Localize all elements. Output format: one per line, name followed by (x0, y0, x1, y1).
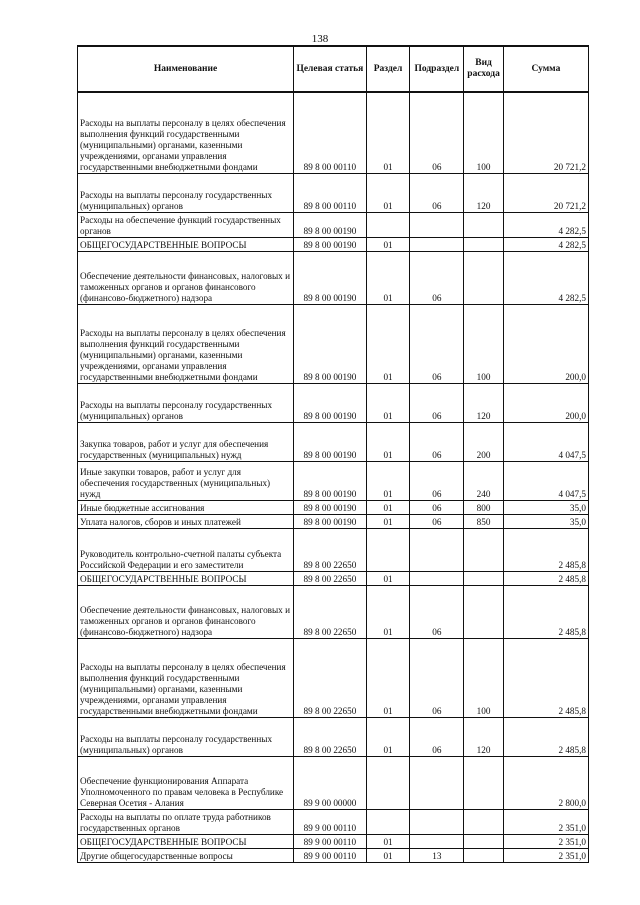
row-subsection (410, 835, 464, 849)
table-row (78, 810, 589, 835)
table-body (78, 92, 589, 863)
header-row (78, 46, 589, 92)
row-subsection (410, 572, 464, 586)
row-subsection: 06 (410, 252, 464, 305)
row-subsection: 06 (410, 174, 464, 213)
row-sum: 2 485,8 (503, 718, 588, 757)
row-target: 89 8 00 22650 (294, 586, 367, 639)
row-section: 01 (366, 238, 410, 252)
row-sum: 2 485,8 (503, 586, 588, 639)
row-target: 89 8 00 00190 (294, 213, 367, 238)
table-row (78, 757, 589, 810)
table-row (78, 213, 589, 238)
row-name: Другие общегосударственные вопросы (78, 849, 294, 863)
header-subsection: Подраздел (410, 46, 464, 92)
table-row (78, 515, 589, 529)
table-row (78, 501, 589, 515)
row-name: Расходы на выплаты по оплате труда работников государственных органов (78, 810, 294, 835)
row-section: 01 (366, 849, 410, 863)
row-kind (464, 529, 503, 572)
row-name: Иные закупки товаров, работ и услуг для обеспечения государственных (муниципальных) нужд (78, 462, 294, 501)
row-target: 89 8 00 22650 (294, 639, 367, 718)
table-row (78, 586, 589, 639)
row-subsection (410, 757, 464, 810)
row-kind (464, 810, 503, 835)
row-section: 01 (366, 718, 410, 757)
row-target: 89 8 00 00190 (294, 423, 367, 462)
row-subsection (410, 238, 464, 252)
row-sum: 4 282,5 (503, 252, 588, 305)
table-row (78, 384, 589, 423)
row-sum: 20 721,2 (503, 92, 588, 174)
row-name: Закупка товаров, работ и услуг для обеспечения государственных (муниципальных) нужд (78, 423, 294, 462)
row-kind: 850 (464, 515, 503, 529)
row-sum: 200,0 (503, 384, 588, 423)
row-name: Руководитель контрольно-счетной палаты субъекта Российской Федерации и его заместители (78, 529, 294, 572)
row-subsection: 06 (410, 384, 464, 423)
row-target: 89 8 00 00190 (294, 238, 367, 252)
row-subsection: 06 (410, 639, 464, 718)
row-sum: 2 485,8 (503, 572, 588, 586)
row-target: 89 8 00 22650 (294, 572, 367, 586)
row-subsection: 06 (410, 718, 464, 757)
row-section: 01 (366, 423, 410, 462)
row-kind: 120 (464, 384, 503, 423)
row-subsection (410, 529, 464, 572)
row-kind (464, 757, 503, 810)
row-name: Обеспечение деятельности финансовых, налоговых и таможенных органов и органов финансового (финансово-бюджетного) надзора (78, 586, 294, 639)
row-kind (464, 572, 503, 586)
row-kind: 200 (464, 423, 503, 462)
row-sum: 4 047,5 (503, 423, 588, 462)
row-subsection: 06 (410, 92, 464, 174)
row-target: 89 8 00 22650 (294, 529, 367, 572)
row-target: 89 8 00 00190 (294, 384, 367, 423)
table-row (78, 423, 589, 462)
row-subsection: 06 (410, 501, 464, 515)
row-sum: 2 800,0 (503, 757, 588, 810)
row-target: 89 8 00 00190 (294, 252, 367, 305)
row-name: ОБЩЕГОСУДАРСТВЕННЫЕ ВОПРОСЫ (78, 835, 294, 849)
header-target: Целевая статья (294, 46, 367, 92)
table-row (78, 639, 589, 718)
table-row (78, 238, 589, 252)
row-target: 89 9 00 00110 (294, 810, 367, 835)
row-sum: 2 485,8 (503, 639, 588, 718)
row-target: 89 8 00 00190 (294, 501, 367, 515)
row-subsection: 06 (410, 305, 464, 384)
row-kind: 100 (464, 92, 503, 174)
table-row (78, 462, 589, 501)
row-kind: 120 (464, 174, 503, 213)
header-name: Наименование (78, 46, 294, 92)
row-name: Уплата налогов, сборов и иных платежей (78, 515, 294, 529)
header-kind: Вид расхода (464, 46, 503, 92)
row-kind (464, 252, 503, 305)
row-section: 01 (366, 252, 410, 305)
row-kind (464, 586, 503, 639)
row-section: 01 (366, 501, 410, 515)
row-kind: 100 (464, 639, 503, 718)
row-name: Иные бюджетные ассигнования (78, 501, 294, 515)
row-section (366, 810, 410, 835)
table-row (78, 835, 589, 849)
row-sum: 2 485,8 (503, 529, 588, 572)
row-sum: 2 351,0 (503, 835, 588, 849)
row-target: 89 8 00 22650 (294, 718, 367, 757)
row-kind: 100 (464, 305, 503, 384)
row-name: ОБЩЕГОСУДАРСТВЕННЫЕ ВОПРОСЫ (78, 238, 294, 252)
row-name: Расходы на выплаты персоналу государственных (муниципальных) органов (78, 174, 294, 213)
row-section: 01 (366, 586, 410, 639)
table-row (78, 572, 589, 586)
row-section: 01 (366, 835, 410, 849)
row-section: 01 (366, 92, 410, 174)
row-subsection: 13 (410, 849, 464, 863)
row-name: Расходы на выплаты персоналу государственных (муниципальных) органов (78, 384, 294, 423)
row-section: 01 (366, 384, 410, 423)
row-target: 89 8 00 00190 (294, 462, 367, 501)
row-name: Расходы на выплаты персоналу в целях обеспечения выполнения функций государственными (муниципальными) органами, казенными учреждениями, органами управления государственными внебюджетными фондами (78, 92, 294, 174)
row-target: 89 9 00 00000 (294, 757, 367, 810)
row-kind: 120 (464, 718, 503, 757)
row-name: Расходы на выплаты персоналу в целях обеспечения выполнения функций государственными (муниципальными) органами, казенными учреждениями, органами управления государственными внебюджетными фондами (78, 639, 294, 718)
row-target: 89 8 00 00190 (294, 515, 367, 529)
row-target: 89 8 00 00110 (294, 92, 367, 174)
row-subsection: 06 (410, 515, 464, 529)
page-number: 138 (311, 33, 329, 45)
row-section: 01 (366, 515, 410, 529)
table-row (78, 529, 589, 572)
row-subsection: 06 (410, 586, 464, 639)
row-name: Обеспечение деятельности финансовых, налоговых и таможенных органов и органов финансового (финансово-бюджетного) надзора (78, 252, 294, 305)
table-row (78, 718, 589, 757)
row-sum: 35,0 (503, 501, 588, 515)
budget-table (77, 45, 589, 863)
row-sum: 4 047,5 (503, 462, 588, 501)
header-sum: Сумма (503, 46, 588, 92)
row-subsection: 06 (410, 423, 464, 462)
row-target: 89 9 00 00110 (294, 849, 367, 863)
row-section: 01 (366, 305, 410, 384)
row-subsection: 06 (410, 462, 464, 501)
row-sum: 4 282,5 (503, 213, 588, 238)
header-section: Раздел (366, 46, 410, 92)
row-target: 89 8 00 00110 (294, 174, 367, 213)
row-name: Расходы на выплаты персоналу в целях обеспечения выполнения функций государственными (муниципальными) органами, казенными учреждениями, органами управления государственными внебюджетными фондами (78, 305, 294, 384)
row-name: Расходы на выплаты персоналу государственных (муниципальных) органов (78, 718, 294, 757)
row-section (366, 757, 410, 810)
table-row (78, 252, 589, 305)
row-section (366, 529, 410, 572)
row-sum: 2 351,0 (503, 810, 588, 835)
row-target: 89 8 00 00190 (294, 305, 367, 384)
row-kind (464, 213, 503, 238)
row-name: Расходы на обеспечение функций государственных органов (78, 213, 294, 238)
row-subsection (410, 213, 464, 238)
row-section: 01 (366, 174, 410, 213)
row-sum: 200,0 (503, 305, 588, 384)
row-section: 01 (366, 462, 410, 501)
row-kind (464, 835, 503, 849)
row-name: ОБЩЕГОСУДАРСТВЕННЫЕ ВОПРОСЫ (78, 572, 294, 586)
table-row (78, 92, 589, 174)
row-kind: 800 (464, 501, 503, 515)
row-name: Обеспечение функционирования Аппарата Уполномоченного по правам человека в Республике Северная Осетия - Алания (78, 757, 294, 810)
row-target: 89 9 00 00110 (294, 835, 367, 849)
row-sum: 2 351,0 (503, 849, 588, 863)
row-sum: 35,0 (503, 515, 588, 529)
row-kind (464, 238, 503, 252)
table-row (78, 305, 589, 384)
row-section: 01 (366, 639, 410, 718)
row-sum: 20 721,2 (503, 174, 588, 213)
table-row (78, 849, 589, 863)
row-kind (464, 849, 503, 863)
row-section (366, 213, 410, 238)
row-kind: 240 (464, 462, 503, 501)
row-section: 01 (366, 572, 410, 586)
row-sum: 4 282,5 (503, 238, 588, 252)
row-subsection (410, 810, 464, 835)
table-row (78, 174, 589, 213)
